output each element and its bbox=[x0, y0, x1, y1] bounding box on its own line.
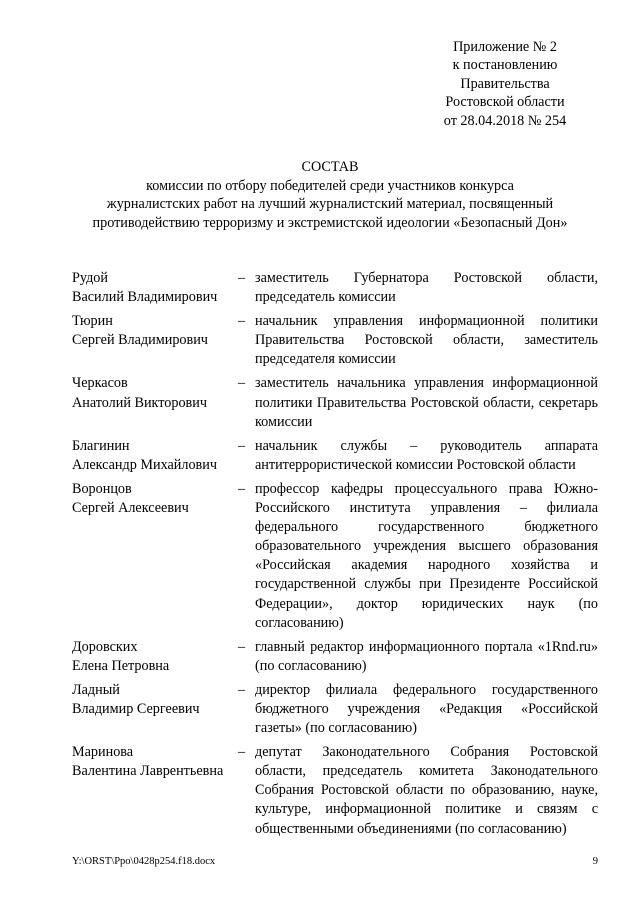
member-role: заместитель Губернатора Ростовской области, председатель комиссии bbox=[255, 270, 598, 306]
heading-line: противодействию терроризму и экстремистской идеологии «Безопасный Дон» bbox=[92, 214, 568, 231]
member-entry bbox=[72, 743, 598, 838]
member-given-name: Анатолий Викторович bbox=[72, 394, 207, 411]
member-role: главный редактор информационного портала «1Rnd.ru» (по согласованию) bbox=[255, 638, 598, 674]
member-dash: – bbox=[238, 744, 246, 761]
member-dash: – bbox=[238, 270, 246, 286]
member-surname: Благинин bbox=[72, 437, 130, 454]
member-given-name: Василий Владимирович bbox=[72, 289, 218, 306]
appendix-line: от 28.04.2018 № 254 bbox=[443, 112, 567, 129]
member-dash: – bbox=[238, 480, 246, 497]
document-heading bbox=[40, 158, 620, 232]
member-role: депутат Законодательного Собрания Ростовской области, председатель комитета Законодательного Собрания Ростовской области по образованию, науке, культуре, информационной политике и связям с общественными объединениями (по согласованию) bbox=[255, 744, 598, 837]
member-given-name: Владимир Сергеевич bbox=[72, 700, 200, 717]
member-role: заместитель начальника управления информационной политики Правительства Ростовской области, секретарь комиссии bbox=[255, 375, 598, 430]
member-role: директор филиала федерального государственного бюджетного учреждения «Редакция «Российской газеты» (по согласованию) bbox=[255, 681, 598, 737]
appendix-line: Ростовской области bbox=[445, 94, 565, 111]
member-entry bbox=[72, 638, 598, 676]
member-name bbox=[72, 437, 230, 475]
member-role: начальник управления информационной политики Правительства Ростовской области, заместитель председателя комиссии bbox=[255, 313, 598, 368]
member-entry bbox=[72, 374, 598, 431]
member-dash: – bbox=[238, 437, 246, 454]
member-surname: Черкасов bbox=[72, 375, 128, 392]
member-dash: – bbox=[238, 638, 246, 655]
member-dash: – bbox=[238, 313, 246, 330]
member-surname: Воронцов bbox=[72, 480, 132, 497]
member-entry bbox=[72, 437, 598, 475]
member-name bbox=[72, 312, 230, 350]
member-given-name: Сергей Алексеевич bbox=[72, 500, 189, 517]
member-given-name: Елена Петровна bbox=[72, 657, 170, 674]
member-entry bbox=[72, 312, 598, 369]
heading-line: журналистских работ на лучший журналистский материал, посвященный bbox=[106, 196, 554, 213]
member-dash: – bbox=[238, 375, 246, 392]
member-entry bbox=[72, 480, 598, 633]
member-role: начальник службы – руководитель аппарата антитеррористической комиссии Ростовской области bbox=[255, 437, 598, 473]
document-title: СОСТАВ bbox=[301, 159, 359, 175]
file-path: Y:\ORST\Ppo\0428p254.f18.docx bbox=[72, 856, 216, 867]
member-name bbox=[72, 638, 230, 676]
member-name bbox=[72, 269, 230, 307]
member-surname: Доровских bbox=[72, 638, 138, 655]
member-surname: Рудой bbox=[72, 270, 108, 286]
appendix-line: к постановлению bbox=[452, 57, 558, 74]
member-given-name: Александр Михайлович bbox=[72, 456, 217, 473]
member-surname: Тюрин bbox=[72, 313, 113, 330]
member-given-name: Валентина Лаврентьевна bbox=[72, 763, 224, 780]
member-name bbox=[72, 374, 230, 412]
member-given-name: Сергей Владимирович bbox=[72, 332, 208, 349]
member-entry bbox=[72, 269, 598, 307]
member-name bbox=[72, 743, 230, 781]
appendix-line: Правительства bbox=[460, 75, 550, 92]
members-list bbox=[72, 269, 598, 844]
member-name bbox=[72, 681, 230, 719]
member-role: профессор кафедры процессуального права Южно-Российского института управления – филиала федерального государственного бюджетного образовательного учреждения высшего образования «Российская академия народного хозяйства и государственной службы при Президенте Российской Федерации», доктор юридических наук (по согласованию) bbox=[255, 480, 598, 631]
member-name bbox=[72, 480, 230, 518]
page-number: 9 bbox=[592, 856, 598, 867]
heading-line: комиссии по отбору победителей среди участников конкурса bbox=[146, 177, 514, 194]
member-dash: – bbox=[238, 681, 246, 698]
member-entry bbox=[72, 681, 598, 738]
appendix-line: Приложение № 2 bbox=[453, 39, 557, 55]
appendix-block bbox=[400, 38, 610, 130]
member-surname: Маринова bbox=[72, 744, 134, 761]
member-surname: Ладный bbox=[72, 681, 120, 698]
